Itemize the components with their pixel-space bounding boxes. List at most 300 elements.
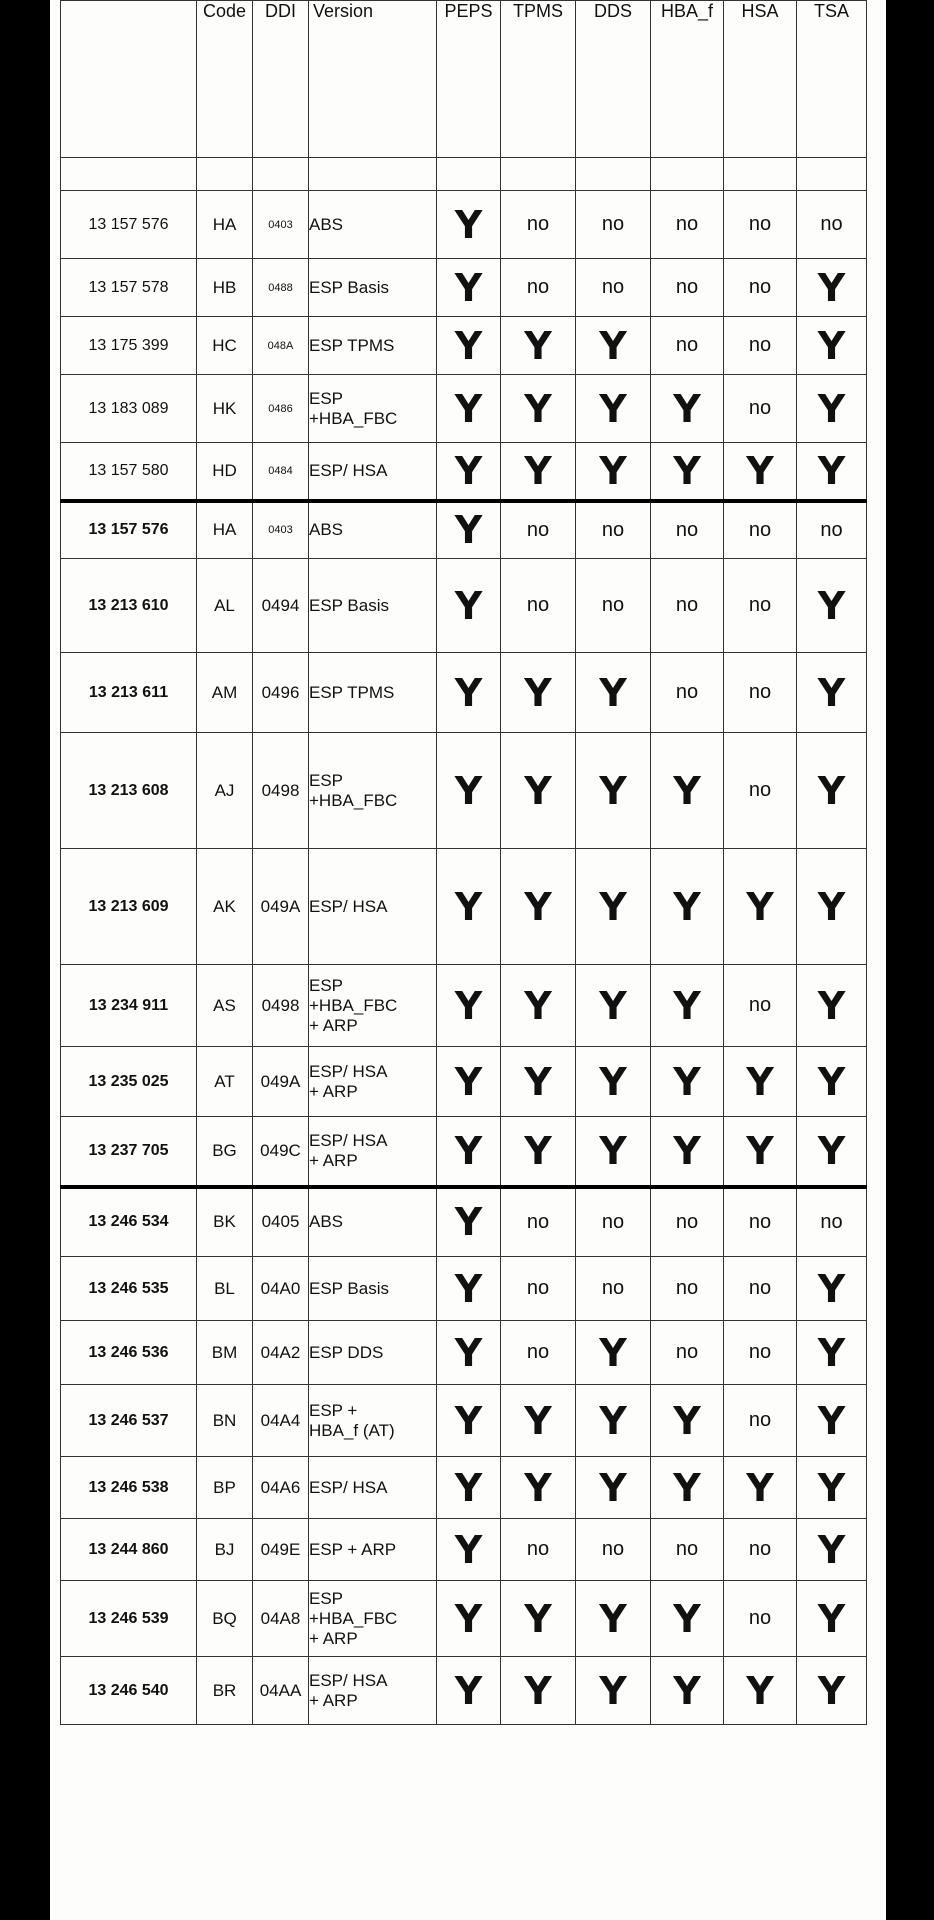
feature-no-text: no bbox=[601, 594, 625, 616]
feature-header: DDS bbox=[576, 1, 651, 158]
feature-no-text: no bbox=[526, 213, 550, 235]
feature-no-text: no bbox=[526, 1341, 550, 1363]
ddi-cell: 049A bbox=[253, 1047, 309, 1117]
feature-cell bbox=[437, 1047, 501, 1117]
table-row bbox=[61, 1657, 867, 1725]
feature-no-text: no bbox=[601, 213, 625, 235]
feature-cell bbox=[501, 1321, 576, 1385]
feature-yes-mark: Y bbox=[524, 448, 552, 493]
feature-yes-mark: Y bbox=[599, 448, 627, 493]
feature-yes-mark: Y bbox=[599, 1128, 627, 1173]
ddi-cell: 048A bbox=[253, 317, 309, 375]
feature-cell bbox=[501, 501, 576, 559]
feature-cell bbox=[651, 1047, 724, 1117]
ddi-cell: 0498 bbox=[253, 965, 309, 1047]
feature-no-text: no bbox=[748, 1277, 772, 1299]
feature-yes-mark: Y bbox=[673, 448, 701, 493]
feature-cell bbox=[797, 259, 867, 317]
feature-cell bbox=[651, 1519, 724, 1581]
feature-yes-mark: Y bbox=[454, 768, 483, 813]
part-number: 13 213 610 bbox=[61, 559, 197, 653]
feature-header: HBA_f bbox=[651, 1, 724, 158]
feature-cell bbox=[576, 1117, 651, 1187]
feature-cell bbox=[651, 259, 724, 317]
feature-cell bbox=[724, 1047, 797, 1117]
feature-yes-mark: Y bbox=[599, 983, 627, 1028]
feature-no-text: no bbox=[748, 1409, 772, 1431]
feature-no-text: no bbox=[820, 518, 843, 541]
feature-cell bbox=[651, 191, 724, 259]
feature-no-text: no bbox=[601, 1210, 625, 1233]
feature-cell bbox=[797, 1657, 867, 1725]
feature-yes-mark: Y bbox=[454, 202, 483, 247]
feature-no-text: no bbox=[748, 397, 772, 419]
feature-cell bbox=[797, 1321, 867, 1385]
feature-cell bbox=[651, 501, 724, 559]
version-text: ESP Basis bbox=[309, 277, 390, 297]
feature-cell bbox=[576, 1657, 651, 1725]
feature-yes-mark: Y bbox=[817, 1527, 846, 1572]
ddi-cell: 04A2 bbox=[253, 1321, 309, 1385]
feature-cell bbox=[437, 1187, 501, 1257]
feature-cell bbox=[797, 1187, 867, 1257]
part-number: 13 246 536 bbox=[61, 1321, 197, 1385]
feature-yes-mark: Y bbox=[673, 884, 701, 929]
feature-yes-mark: Y bbox=[817, 1059, 846, 1104]
feature-cell bbox=[437, 1657, 501, 1725]
feature-cell bbox=[797, 559, 867, 653]
feature-yes-mark: Y bbox=[454, 1330, 483, 1375]
feature-cell bbox=[724, 1385, 797, 1457]
ddi-cell: 0405 bbox=[253, 1187, 309, 1257]
feature-yes-mark: Y bbox=[454, 386, 483, 431]
feature-cell bbox=[724, 1257, 797, 1321]
feature-no-text: no bbox=[748, 994, 772, 1016]
feature-no-text: no bbox=[748, 1538, 772, 1560]
feature-cell bbox=[501, 259, 576, 317]
code-cell: BK bbox=[197, 1187, 253, 1257]
feature-yes-mark: Y bbox=[454, 1596, 483, 1641]
table-row bbox=[61, 1581, 867, 1657]
feature-no-text: no bbox=[601, 1277, 625, 1299]
feature-no-text: no bbox=[748, 1210, 772, 1233]
feature-no-text: no bbox=[748, 1341, 772, 1363]
variant-feature-table bbox=[60, 0, 867, 1725]
feature-cell bbox=[724, 317, 797, 375]
feature-yes-mark: Y bbox=[454, 448, 483, 493]
feature-no-text: no bbox=[748, 518, 772, 541]
version-text: ESP Basis bbox=[309, 595, 390, 615]
version-cell bbox=[309, 1117, 437, 1187]
feature-cell bbox=[437, 501, 501, 559]
feature-yes-mark: Y bbox=[524, 386, 552, 431]
table-row bbox=[61, 259, 867, 317]
part-number: 13 157 580 bbox=[61, 443, 197, 501]
feature-header: TPMS bbox=[501, 1, 576, 158]
feature-header: HSA bbox=[724, 1, 797, 158]
part-number: 13 213 609 bbox=[61, 849, 197, 965]
feature-no-text: no bbox=[526, 1277, 550, 1299]
feature-yes-mark: Y bbox=[524, 670, 552, 715]
feature-yes-mark: Y bbox=[454, 1266, 483, 1311]
feature-cell bbox=[651, 559, 724, 653]
feature-cell bbox=[797, 375, 867, 443]
code-cell: BJ bbox=[197, 1519, 253, 1581]
ddi-cell: 04AA bbox=[253, 1657, 309, 1725]
scan-edge bbox=[886, 0, 934, 1920]
feature-yes-mark: Y bbox=[817, 1465, 846, 1510]
feature-cell bbox=[724, 653, 797, 733]
feature-no-text: no bbox=[820, 1210, 843, 1233]
version-text: ESP + ARP bbox=[309, 1539, 397, 1559]
part-number: 13 183 089 bbox=[61, 375, 197, 443]
ddi-cell: 04A4 bbox=[253, 1385, 309, 1457]
code-cell: BP bbox=[197, 1457, 253, 1519]
table-body bbox=[61, 191, 867, 1725]
feature-cell bbox=[437, 849, 501, 965]
feature-cell bbox=[501, 559, 576, 653]
feature-cell bbox=[651, 965, 724, 1047]
version-cell bbox=[309, 443, 437, 501]
feature-cell bbox=[797, 1047, 867, 1117]
ddi-cell: 0403 bbox=[253, 501, 309, 559]
feature-no-text: no bbox=[675, 1277, 699, 1299]
feature-yes-mark: Y bbox=[673, 1128, 701, 1173]
feature-cell bbox=[651, 1457, 724, 1519]
feature-yes-mark: Y bbox=[817, 386, 846, 431]
version-header: Version bbox=[309, 1, 437, 158]
part-number: 13 237 705 bbox=[61, 1117, 197, 1187]
feature-cell bbox=[651, 1321, 724, 1385]
part-number: 13 157 576 bbox=[61, 501, 197, 559]
code-cell: AL bbox=[197, 559, 253, 653]
ddi-cell: 0498 bbox=[253, 733, 309, 849]
feature-cell bbox=[437, 191, 501, 259]
code-cell: BR bbox=[197, 1657, 253, 1725]
version-cell bbox=[309, 1581, 437, 1657]
feature-yes-mark: Y bbox=[454, 323, 483, 368]
feature-cell bbox=[501, 443, 576, 501]
version-text: ESP TPMS bbox=[309, 335, 395, 355]
feature-yes-mark: Y bbox=[817, 768, 846, 813]
feature-cell bbox=[576, 375, 651, 443]
version-text: ABS bbox=[309, 520, 344, 540]
code-cell: BN bbox=[197, 1385, 253, 1457]
feature-cell bbox=[501, 965, 576, 1047]
version-text: ESP TPMS bbox=[309, 682, 395, 702]
feature-yes-mark: Y bbox=[817, 670, 846, 715]
part-number-header bbox=[61, 1, 197, 158]
feature-yes-mark: Y bbox=[454, 1059, 483, 1104]
feature-cell bbox=[576, 559, 651, 653]
feature-cell bbox=[501, 1519, 576, 1581]
feature-cell bbox=[651, 1657, 724, 1725]
feature-cell bbox=[724, 1117, 797, 1187]
feature-cell bbox=[437, 1519, 501, 1581]
version-text: ESP/ HSA + ARP bbox=[309, 1061, 388, 1101]
table-row bbox=[61, 375, 867, 443]
version-cell bbox=[309, 1385, 437, 1457]
feature-no-text: no bbox=[675, 594, 699, 616]
version-text: ESP/ HSA + ARP bbox=[309, 1670, 388, 1710]
feature-no-text: no bbox=[748, 681, 772, 703]
version-text: ESP + HBA_f (AT) bbox=[309, 1400, 395, 1440]
table-row bbox=[61, 1257, 867, 1321]
feature-cell bbox=[576, 1385, 651, 1457]
version-text: ESP +HBA_FBC bbox=[309, 770, 398, 810]
feature-cell bbox=[576, 1257, 651, 1321]
feature-cell bbox=[651, 733, 724, 849]
feature-yes-mark: Y bbox=[673, 1668, 701, 1713]
ddi-cell: 049A bbox=[253, 849, 309, 965]
version-text: ESP/ HSA bbox=[309, 1477, 388, 1497]
feature-yes-mark: Y bbox=[599, 1330, 627, 1375]
table-row bbox=[61, 1117, 867, 1187]
code-cell: HC bbox=[197, 317, 253, 375]
version-cell bbox=[309, 1187, 437, 1257]
ddi-header: DDI bbox=[253, 1, 309, 158]
feature-cell bbox=[501, 375, 576, 443]
feature-cell bbox=[651, 1385, 724, 1457]
version-cell bbox=[309, 375, 437, 443]
feature-cell bbox=[651, 653, 724, 733]
header-row bbox=[61, 1, 867, 158]
feature-no-text: no bbox=[601, 518, 625, 541]
part-number: 13 246 540 bbox=[61, 1657, 197, 1725]
feature-cell bbox=[797, 443, 867, 501]
feature-yes-mark: Y bbox=[817, 884, 846, 929]
version-cell bbox=[309, 259, 437, 317]
part-number: 13 213 611 bbox=[61, 653, 197, 733]
feature-yes-mark: Y bbox=[746, 884, 774, 929]
code-cell: HK bbox=[197, 375, 253, 443]
feature-yes-mark: Y bbox=[524, 1668, 552, 1713]
feature-cell bbox=[724, 443, 797, 501]
part-number: 13 157 578 bbox=[61, 259, 197, 317]
version-cell bbox=[309, 1257, 437, 1321]
feature-yes-mark: Y bbox=[454, 670, 483, 715]
feature-no-text: no bbox=[526, 594, 550, 616]
version-text: ESP Basis bbox=[309, 1278, 390, 1298]
version-cell bbox=[309, 559, 437, 653]
scanned-sheet bbox=[50, 0, 886, 1920]
feature-yes-mark: Y bbox=[673, 386, 701, 431]
version-cell bbox=[309, 1047, 437, 1117]
feature-yes-mark: Y bbox=[817, 583, 846, 628]
feature-cell bbox=[797, 501, 867, 559]
feature-no-text: no bbox=[601, 1538, 625, 1560]
feature-cell bbox=[797, 849, 867, 965]
ddi-cell: 04A0 bbox=[253, 1257, 309, 1321]
ddi-cell: 0484 bbox=[253, 443, 309, 501]
feature-cell bbox=[576, 1581, 651, 1657]
feature-cell bbox=[797, 965, 867, 1047]
feature-cell bbox=[501, 191, 576, 259]
feature-yes-mark: Y bbox=[599, 1668, 627, 1713]
feature-cell bbox=[501, 1187, 576, 1257]
feature-cell bbox=[501, 653, 576, 733]
feature-no-text: no bbox=[526, 1210, 550, 1233]
ddi-cell: 0496 bbox=[253, 653, 309, 733]
feature-yes-mark: Y bbox=[454, 265, 483, 310]
code-cell: BG bbox=[197, 1117, 253, 1187]
feature-yes-mark: Y bbox=[599, 1596, 627, 1641]
table-row bbox=[61, 1321, 867, 1385]
feature-cell bbox=[724, 559, 797, 653]
version-text: ABS bbox=[309, 214, 344, 234]
feature-yes-mark: Y bbox=[454, 884, 483, 929]
version-text: ESP +HBA_FBC + ARP bbox=[309, 1588, 398, 1648]
ddi-cell: 0494 bbox=[253, 559, 309, 653]
ddi-cell: 04A6 bbox=[253, 1457, 309, 1519]
feature-yes-mark: Y bbox=[524, 1128, 552, 1173]
ddi-cell: 049E bbox=[253, 1519, 309, 1581]
ddi-cell: 0486 bbox=[253, 375, 309, 443]
version-cell bbox=[309, 1657, 437, 1725]
version-text: ABS bbox=[309, 1212, 344, 1232]
feature-cell bbox=[651, 849, 724, 965]
feature-yes-mark: Y bbox=[817, 448, 846, 493]
feature-no-text: no bbox=[526, 518, 550, 541]
table-row bbox=[61, 1519, 867, 1581]
feature-cell bbox=[797, 191, 867, 259]
feature-no-text: no bbox=[748, 334, 772, 356]
feature-header: TSA bbox=[797, 1, 867, 158]
feature-cell bbox=[437, 259, 501, 317]
feature-cell bbox=[576, 733, 651, 849]
version-cell bbox=[309, 317, 437, 375]
feature-cell bbox=[437, 1385, 501, 1457]
feature-cell bbox=[724, 1187, 797, 1257]
feature-no-text: no bbox=[526, 276, 550, 298]
feature-yes-mark: Y bbox=[673, 768, 701, 813]
feature-cell bbox=[724, 1321, 797, 1385]
feature-cell bbox=[437, 443, 501, 501]
feature-cell bbox=[651, 443, 724, 501]
feature-cell bbox=[797, 733, 867, 849]
feature-cell bbox=[437, 375, 501, 443]
part-number: 13 246 538 bbox=[61, 1457, 197, 1519]
feature-cell bbox=[724, 259, 797, 317]
feature-cell bbox=[724, 501, 797, 559]
feature-cell bbox=[651, 1187, 724, 1257]
feature-yes-mark: Y bbox=[599, 884, 627, 929]
feature-cell bbox=[724, 849, 797, 965]
version-text: ESP/ HSA bbox=[309, 896, 388, 916]
feature-yes-mark: Y bbox=[599, 386, 627, 431]
ddi-cell: 0488 bbox=[253, 259, 309, 317]
feature-no-text: no bbox=[601, 276, 625, 298]
feature-cell bbox=[437, 1581, 501, 1657]
version-cell bbox=[309, 501, 437, 559]
version-cell bbox=[309, 653, 437, 733]
table-row bbox=[61, 965, 867, 1047]
ddi-cell: 049C bbox=[253, 1117, 309, 1187]
feature-yes-mark: Y bbox=[817, 265, 846, 310]
feature-header: PEPS bbox=[437, 1, 501, 158]
part-number: 13 213 608 bbox=[61, 733, 197, 849]
feature-cell bbox=[797, 1117, 867, 1187]
part-number: 13 234 911 bbox=[61, 965, 197, 1047]
feature-yes-mark: Y bbox=[817, 1398, 846, 1443]
feature-yes-mark: Y bbox=[454, 1527, 483, 1572]
feature-yes-mark: Y bbox=[746, 448, 774, 493]
version-text: ESP/ HSA + ARP bbox=[309, 1130, 388, 1170]
code-cell: HA bbox=[197, 501, 253, 559]
version-text: ESP +HBA_FBC bbox=[309, 388, 398, 428]
feature-yes-mark: Y bbox=[524, 1398, 552, 1443]
version-text: ESP +HBA_FBC + ARP bbox=[309, 975, 398, 1035]
code-cell: AS bbox=[197, 965, 253, 1047]
feature-yes-mark: Y bbox=[454, 983, 483, 1028]
feature-yes-mark: Y bbox=[817, 1668, 846, 1713]
feature-yes-mark: Y bbox=[524, 323, 552, 368]
feature-cell bbox=[501, 1047, 576, 1117]
feature-cell bbox=[501, 849, 576, 965]
feature-cell bbox=[724, 191, 797, 259]
feature-no-text: no bbox=[748, 276, 772, 298]
feature-cell bbox=[576, 191, 651, 259]
feature-no-text: no bbox=[526, 1538, 550, 1560]
feature-no-text: no bbox=[675, 276, 699, 298]
feature-yes-mark: Y bbox=[524, 1059, 552, 1104]
feature-cell bbox=[501, 1457, 576, 1519]
feature-no-text: no bbox=[675, 518, 699, 541]
feature-yes-mark: Y bbox=[817, 1266, 846, 1311]
version-text: ESP DDS bbox=[309, 1342, 384, 1362]
feature-no-text: no bbox=[675, 334, 699, 356]
table-row bbox=[61, 1047, 867, 1117]
feature-yes-mark: Y bbox=[454, 1200, 483, 1245]
feature-cell bbox=[797, 1257, 867, 1321]
feature-cell bbox=[576, 965, 651, 1047]
feature-cell bbox=[437, 1457, 501, 1519]
feature-cell bbox=[724, 1581, 797, 1657]
feature-no-text: no bbox=[675, 1210, 699, 1233]
feature-yes-mark: Y bbox=[599, 323, 627, 368]
feature-cell bbox=[651, 317, 724, 375]
part-number: 13 235 025 bbox=[61, 1047, 197, 1117]
table-row bbox=[61, 1385, 867, 1457]
feature-cell bbox=[576, 501, 651, 559]
feature-no-text: no bbox=[748, 594, 772, 616]
table-row bbox=[61, 733, 867, 849]
feature-yes-mark: Y bbox=[817, 1596, 846, 1641]
code-cell: BQ bbox=[197, 1581, 253, 1657]
version-cell bbox=[309, 1321, 437, 1385]
feature-cell bbox=[651, 1257, 724, 1321]
table-row bbox=[61, 443, 867, 501]
feature-cell bbox=[724, 1519, 797, 1581]
feature-no-text: no bbox=[675, 213, 699, 235]
table-row bbox=[61, 849, 867, 965]
feature-cell bbox=[437, 317, 501, 375]
table-row bbox=[61, 501, 867, 559]
feature-no-text: no bbox=[748, 1607, 772, 1629]
code-cell: HD bbox=[197, 443, 253, 501]
feature-cell bbox=[797, 653, 867, 733]
feature-yes-mark: Y bbox=[524, 768, 552, 813]
feature-yes-mark: Y bbox=[746, 1128, 774, 1173]
feature-cell bbox=[724, 1657, 797, 1725]
feature-yes-mark: Y bbox=[817, 323, 846, 368]
code-cell: AJ bbox=[197, 733, 253, 849]
feature-yes-mark: Y bbox=[454, 508, 483, 553]
feature-yes-mark: Y bbox=[673, 1398, 701, 1443]
feature-yes-mark: Y bbox=[746, 1668, 774, 1713]
feature-cell bbox=[576, 849, 651, 965]
feature-no-text: no bbox=[675, 1538, 699, 1560]
